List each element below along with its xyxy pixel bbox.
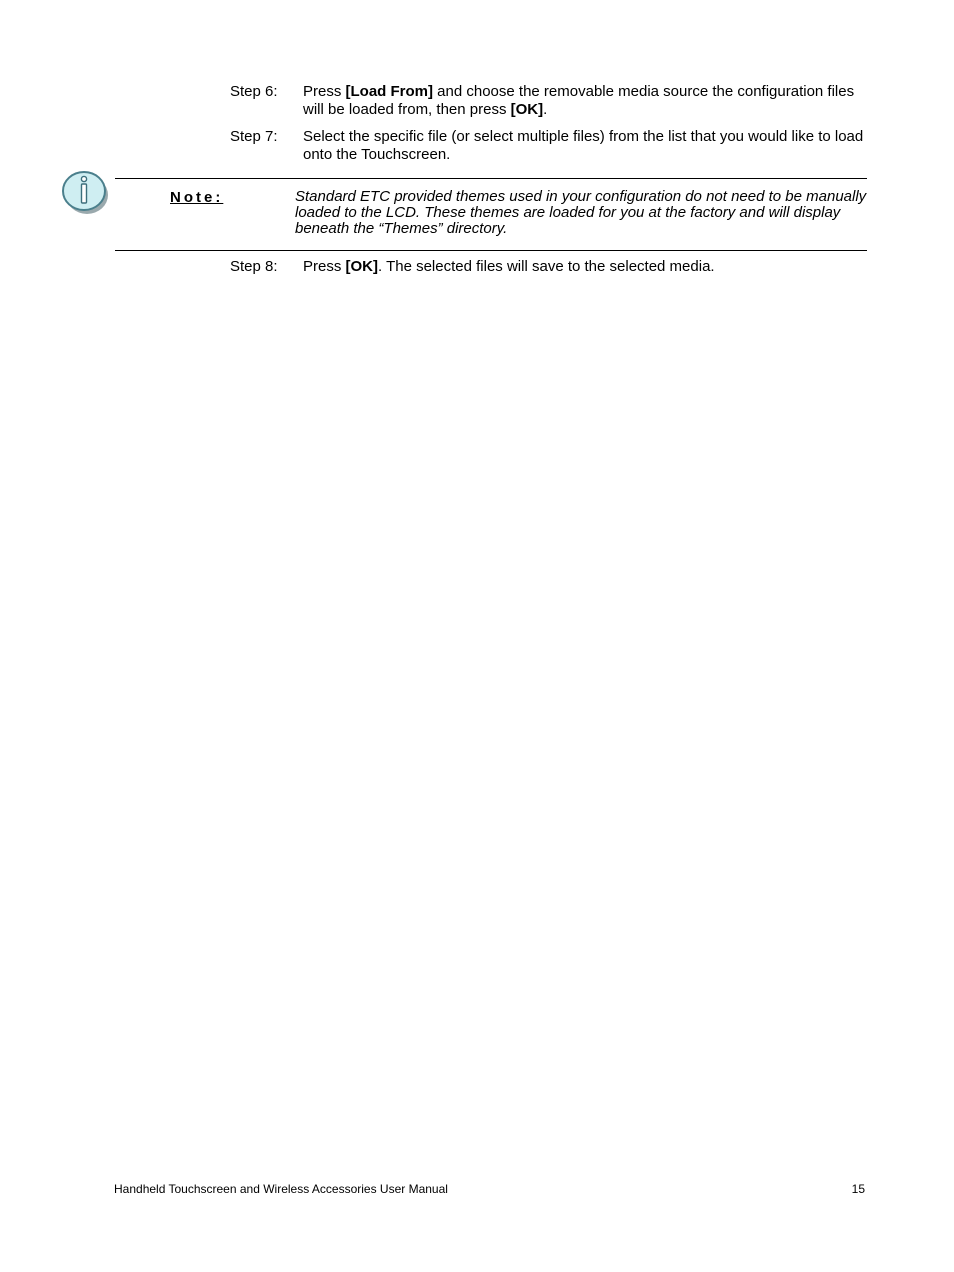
note-label: Note: [170,189,224,206]
note-top-rule [115,178,867,179]
step-text: Select the specific file (or select multiple files) from the list that you would like to load onto the Touchscreen. [303,128,864,163]
ok-key: [OK] [345,258,379,275]
step-label: Step 7: [230,128,278,145]
info-icon [60,168,112,218]
footer-title: Handheld Touchscreen and Wireless Accessories User Manual [114,1182,448,1196]
step-label: Step 8: [230,258,278,275]
ok-key: [OK] [510,101,544,118]
step-text: Press [OK]. The selected files will save to the selected media. [303,258,715,275]
note-bottom-rule [115,250,867,251]
step-text: Press [Load From] and choose the removable media source the configuration files will be loaded from, then press [OK]. [303,83,855,118]
load-from-key: [Load From] [345,83,434,100]
note-text: Standard ETC provided themes used in your configuration do not need to be manually loaded to the LCD. These themes are loaded for you at the factory and will display beneath the “Themes” directory. [295,188,867,237]
step-label: Step 6: [230,83,278,100]
page-number: 15 [851,1182,865,1196]
